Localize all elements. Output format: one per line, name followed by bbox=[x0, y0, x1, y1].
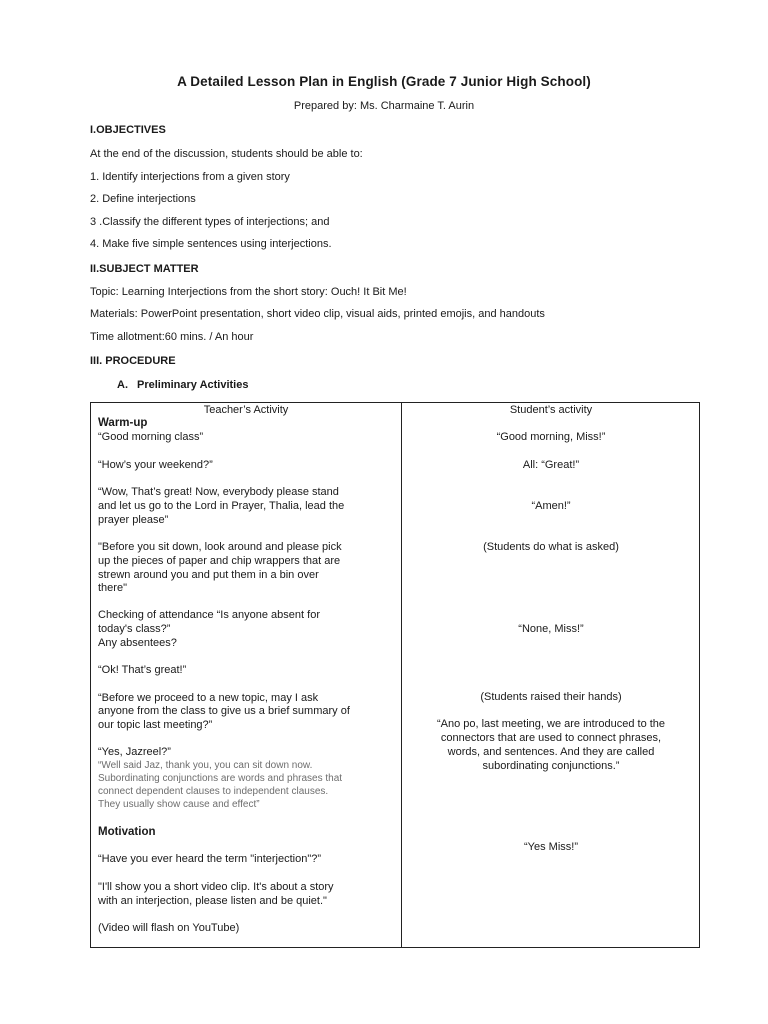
objective-item: 1. Identify interjections from a given story bbox=[90, 171, 290, 183]
objective-item: 4. Make five simple sentences using interjections. bbox=[90, 238, 332, 250]
objectives-heading: I.OBJECTIVES bbox=[90, 124, 166, 136]
document-title: A Detailed Lesson Plan in English (Grade 7 Junior High School) bbox=[177, 74, 591, 89]
teacher-line: and let us go to the Lord in Prayer, Thalia, lead the bbox=[98, 500, 345, 512]
teacher-line: “Good morning class” bbox=[98, 431, 204, 443]
student-line: subordinating conjunctions.” bbox=[482, 760, 620, 772]
teacher-line: (Video will flash on YouTube) bbox=[98, 922, 240, 934]
teacher-line: “Have you ever heard the term "interjection"?” bbox=[98, 853, 322, 865]
student-line: “Yes Miss!” bbox=[524, 841, 578, 853]
student-line: “Ano po, last meeting, we are introduced to the bbox=[436, 718, 666, 730]
motivation-label: Motivation bbox=[98, 826, 156, 838]
student-line: words, and sentences. And they are called bbox=[447, 746, 655, 758]
prepared-by: Prepared by: Ms. Charmaine T. Aurin bbox=[293, 100, 475, 112]
teacher-activity-header: Teacher’s Activity bbox=[203, 404, 289, 416]
teacher-line: prayer please” bbox=[98, 514, 169, 526]
teacher-line: Checking of attendance “Is anyone absent for bbox=[98, 609, 320, 621]
activities-table bbox=[90, 402, 700, 948]
objective-item: 2. Define interjections bbox=[90, 193, 196, 205]
subsection-letter: A. bbox=[117, 379, 128, 391]
procedure-heading: III. PROCEDURE bbox=[90, 355, 176, 367]
subsection-title: Preliminary Activities bbox=[137, 379, 249, 391]
student-line: All: “Great!” bbox=[522, 459, 580, 471]
preliminary-activities-heading bbox=[117, 379, 248, 391]
student-line: “None, Miss!” bbox=[518, 623, 584, 635]
teacher-line: "I'll show you a short video clip. It's about a story bbox=[98, 881, 334, 893]
column-divider bbox=[401, 403, 402, 947]
materials-line: Materials: PowerPoint presentation, short video clip, visual aids, printed emojis, and handouts bbox=[90, 308, 545, 320]
teacher-remark: Subordinating conjunctions are words and phrases that bbox=[98, 773, 343, 784]
teacher-line: "Before you sit down, look around and please pick bbox=[98, 541, 342, 553]
teacher-line: “How’s your weekend?” bbox=[98, 459, 213, 471]
time-allotment-line: Time allotment:60 mins. / An hour bbox=[90, 331, 254, 343]
teacher-line: our topic last meeting?” bbox=[98, 719, 213, 731]
warmup-label: Warm-up bbox=[98, 417, 148, 429]
teacher-remark: They usually show cause and effect” bbox=[98, 799, 260, 810]
subject-matter-heading: II.SUBJECT MATTER bbox=[90, 263, 199, 275]
student-line: “Good morning, Miss!” bbox=[496, 431, 606, 443]
student-activity-header: Student’s activity bbox=[509, 404, 593, 416]
teacher-line: strewn around you and put them in a bin over bbox=[98, 569, 319, 581]
topic-line: Topic: Learning Interjections from the short story: Ouch! It Bit Me! bbox=[90, 286, 407, 298]
teacher-remark: connect dependent clauses to independent clauses. bbox=[98, 786, 329, 797]
teacher-line: up the pieces of paper and chip wrappers that are bbox=[98, 555, 341, 567]
student-line: (Students do what is asked) bbox=[483, 541, 619, 553]
student-line: (Students raised their hands) bbox=[480, 691, 622, 703]
teacher-line: Any absentees? bbox=[98, 637, 177, 649]
teacher-line: “Before we proceed to a new topic, may I ask bbox=[98, 692, 319, 704]
student-line: connectors that are used to connect phrases, bbox=[440, 732, 662, 744]
objective-item: 3 .Classify the different types of interjections; and bbox=[90, 216, 330, 228]
teacher-line: “Yes, Jazreel?” bbox=[98, 746, 171, 758]
student-line: “Amen!” bbox=[531, 500, 571, 512]
teacher-line: with an interjection, please listen and be quiet." bbox=[98, 895, 327, 907]
objectives-intro: At the end of the discussion, students should be able to: bbox=[90, 148, 363, 160]
teacher-line: anyone from the class to give us a brief summary of bbox=[98, 705, 350, 717]
teacher-line: “Ok! That’s great!” bbox=[98, 664, 187, 676]
teacher-remark: “Well said Jaz, thank you, you can sit down now. bbox=[98, 760, 313, 771]
teacher-line: there" bbox=[98, 582, 127, 594]
teacher-line: today's class?” bbox=[98, 623, 171, 635]
teacher-line: “Wow, That’s great! Now, everybody please stand bbox=[98, 486, 339, 498]
